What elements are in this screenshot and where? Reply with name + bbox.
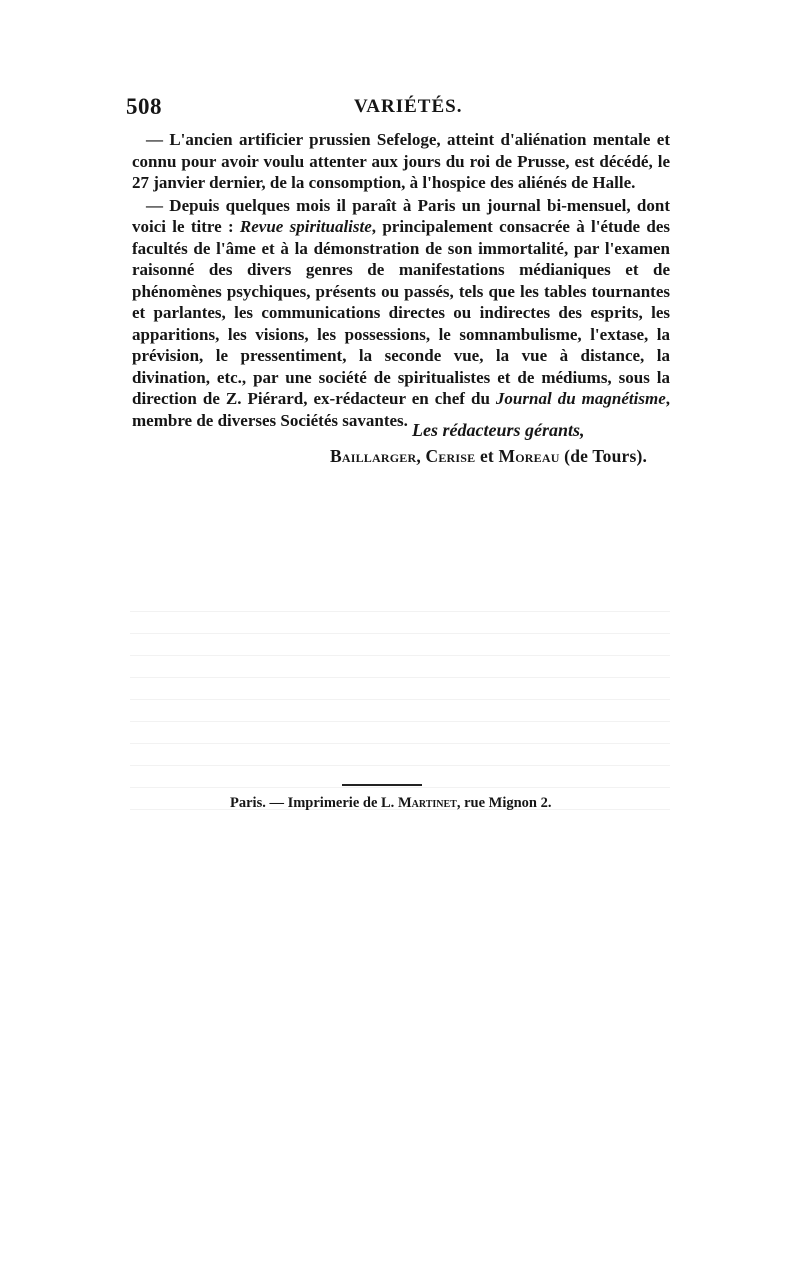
- editor-name: Moreau: [498, 446, 560, 466]
- signoff-label: Les rédacteurs gérants,: [412, 420, 585, 440]
- editor-name: Cerise: [425, 446, 476, 466]
- separator: ,: [416, 446, 426, 466]
- separator: et: [475, 446, 499, 466]
- paragraph-revue-spiritualiste: [132, 195, 670, 432]
- editors-line: [330, 446, 647, 467]
- paragraph-sefeloge: — L'ancien artificier prussien Sefeloge, atteint d'aliénation mentale et connu pour avoir voulu attenter aux jours du roi de Prusse, est décédé, le 27 janvier dernier, de la consomption, à l'hospice des aliénés de Halle.: [132, 130, 670, 192]
- editor-name: Baillarger: [330, 446, 417, 466]
- imprint-line: [230, 795, 552, 812]
- page-number: 508: [126, 94, 162, 119]
- paragraph-text: , membre de diverses Sociétés savantes.: [132, 389, 670, 430]
- bleed-through-texture: [130, 590, 670, 810]
- journal-title: Revue spiritualiste: [239, 217, 372, 236]
- paragraph-text: , principalement consacrée à l'étude des facultés de l'âme et à la démonstration de son immortalité, par l'examen raisonné des divers genres de manifestations médianiques et de phénomènes psychiques, présents ou passés, tels que les tables tournantes et parlantes, les communications directes ou indirectes des esprits, les apparitions, les visions, les possessions, le somnambulisme, l'extase, la prévision, le pressentiment, la seconde vue, la vue à distance, la divination, etc., par une société de spiritualistes et de médiums, sous la direction de Z. Piérard, ex-rédacteur en chef du: [132, 217, 670, 408]
- page-header: [126, 94, 671, 124]
- printer-name: Martinet: [397, 795, 457, 811]
- imprint-text: , rue Mignon 2.: [456, 795, 552, 811]
- body-text: [132, 129, 670, 431]
- running-title: VARIÉTÉS.: [354, 96, 463, 117]
- editor-suffix: (de Tours).: [559, 446, 648, 466]
- imprint-text: Paris. — Imprimerie de L.: [230, 795, 398, 811]
- footer-rule: [342, 784, 422, 786]
- journal-title: Journal du magnétisme: [495, 389, 666, 408]
- paragraph-text: — Depuis quelques mois il paraît à Paris un journal bi-mensuel, dont voici le titre :: [132, 195, 670, 236]
